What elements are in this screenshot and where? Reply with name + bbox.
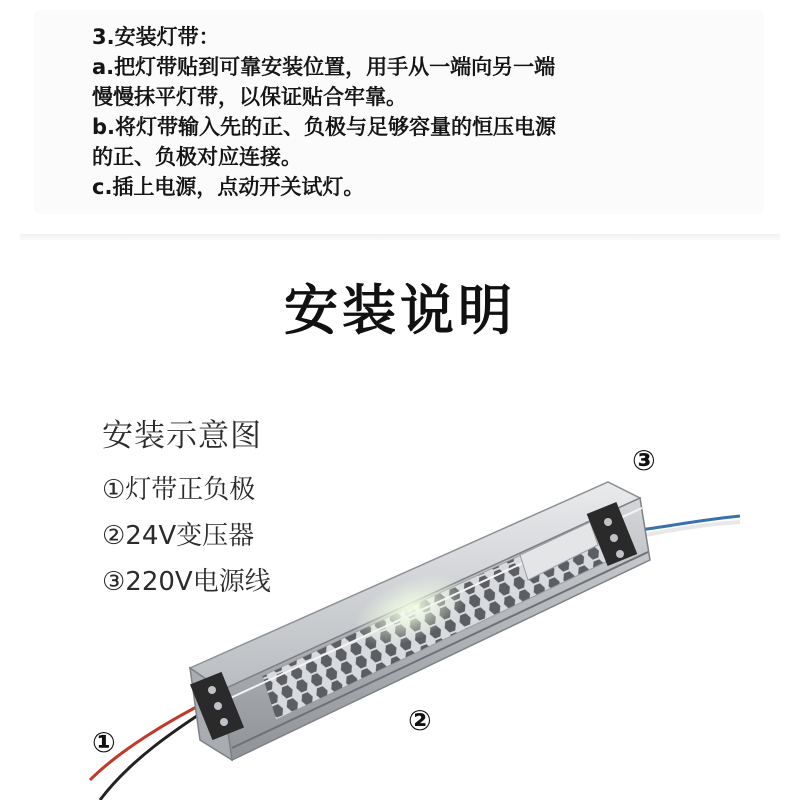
steps-heading: 3.安装灯带：	[92, 25, 220, 49]
callout-power-cord: ③	[632, 444, 656, 477]
callout-transformer: ②	[408, 704, 432, 737]
page-title: 安装说明	[284, 279, 516, 342]
legend-title: 安装示意图	[102, 418, 262, 454]
callout-led-strip: ①	[92, 726, 116, 759]
step-line: b.将灯带输入先的正、负极与足够容量的恒压电源	[92, 115, 557, 139]
step-line: c.插上电源，点动开关试灯。	[92, 175, 365, 199]
legend-item-transformer: ②24V变压器	[102, 521, 255, 551]
power-cord-wires	[640, 516, 740, 536]
legend-item-led-strip: ①灯带正负极	[102, 475, 256, 505]
step-line: 的正、负极对应连接。	[92, 145, 302, 169]
step-line: 慢慢抹平灯带，以保证贴合牢靠。	[92, 85, 407, 109]
legend-item-power-cord: ③220V电源线	[102, 567, 271, 597]
step-line: a.把灯带贴到可靠安装位置，用手从一端向另一端	[92, 55, 556, 79]
